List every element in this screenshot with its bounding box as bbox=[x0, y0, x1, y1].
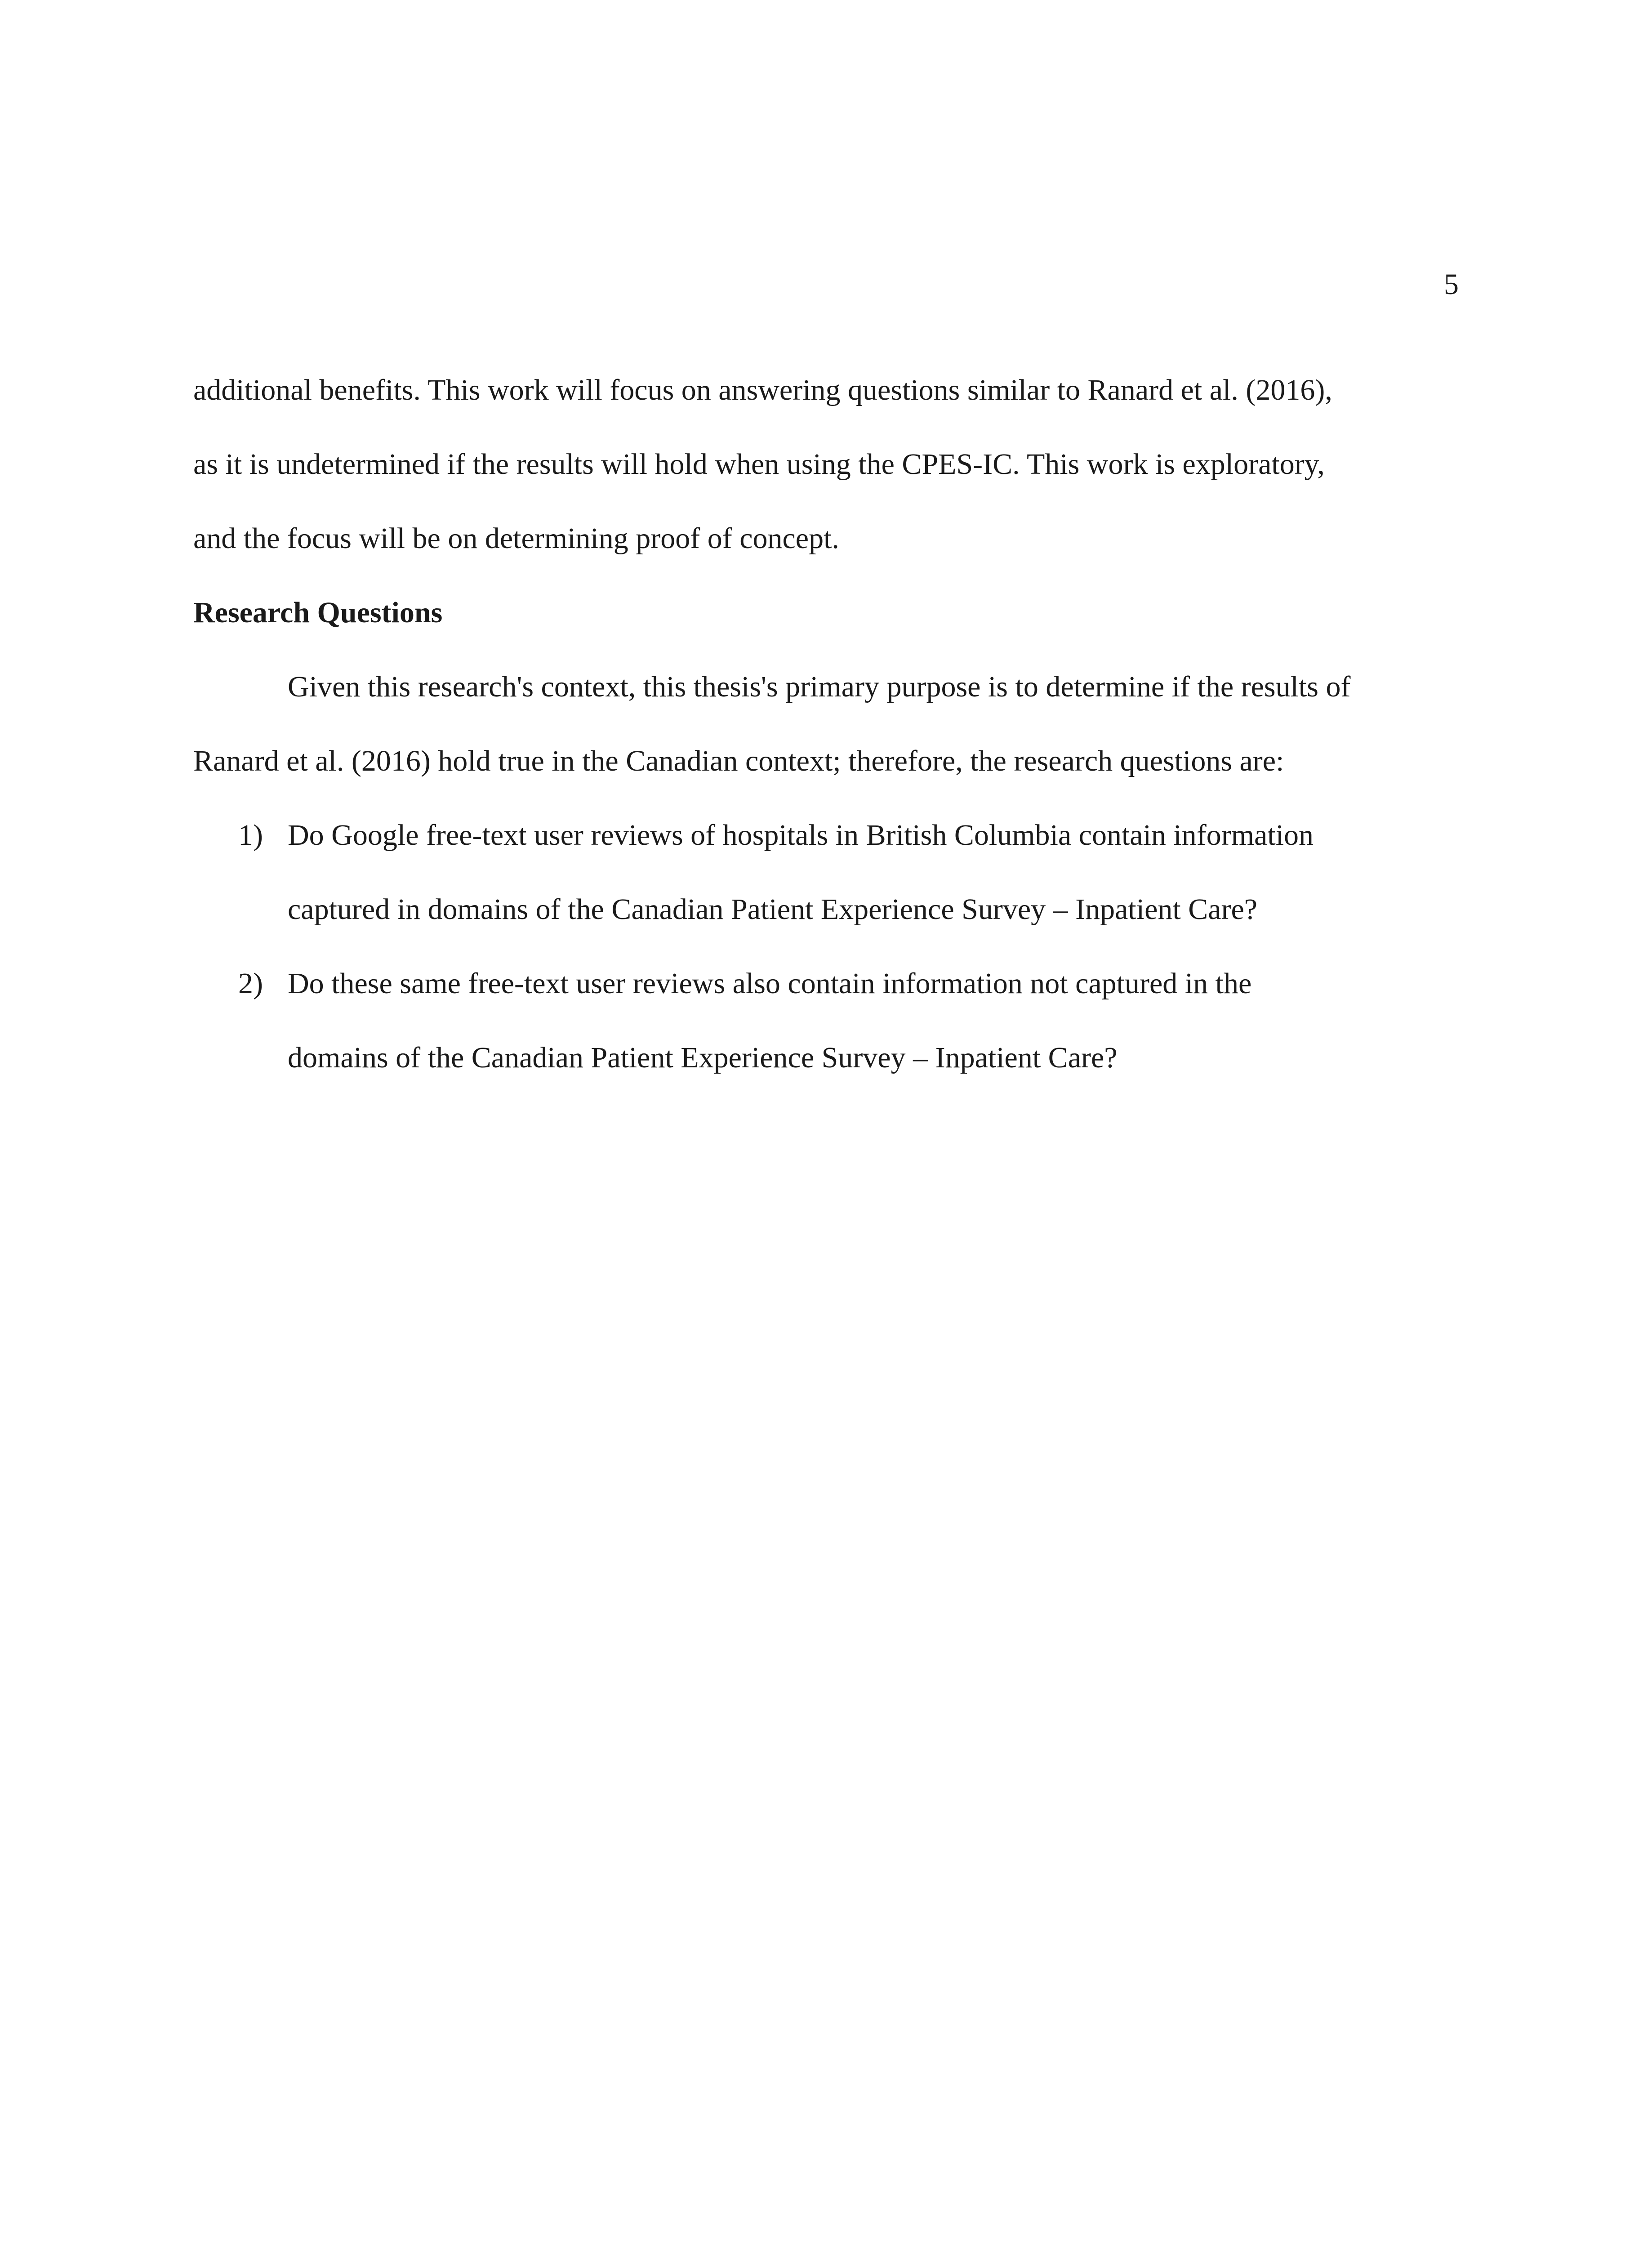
page-number: 5 bbox=[1444, 268, 1459, 301]
list-item-text: domains of the Canadian Patient Experience Survey – Inpatient Care? bbox=[288, 1041, 1118, 1074]
body-text-line: as it is undetermined if the results will hold when using the CPES-IC. This work is exploratory, bbox=[193, 448, 1325, 481]
body-text-line: and the focus will be on determining proof of concept. bbox=[193, 522, 839, 555]
paragraph-line: Ranard et al. (2016) hold true in the Canadian context; therefore, the research questions are: bbox=[193, 745, 1284, 777]
paragraph-line: Given this research's context, this thesis's primary purpose is to determine if the results of bbox=[288, 670, 1351, 703]
list-item-text: Do these same free-text user reviews also contain information not captured in the bbox=[288, 967, 1252, 1000]
list-item-number: 2) bbox=[238, 967, 263, 1000]
list-item-text: Do Google free-text user reviews of hospitals in British Columbia contain information bbox=[288, 819, 1314, 852]
section-heading: Research Questions bbox=[193, 596, 443, 629]
list-item-text: captured in domains of the Canadian Patient Experience Survey – Inpatient Care? bbox=[288, 893, 1258, 926]
body-text-line: additional benefits. This work will focus on answering questions similar to Ranard et al. (2016), bbox=[193, 374, 1332, 406]
list-item-number: 1) bbox=[238, 819, 263, 852]
